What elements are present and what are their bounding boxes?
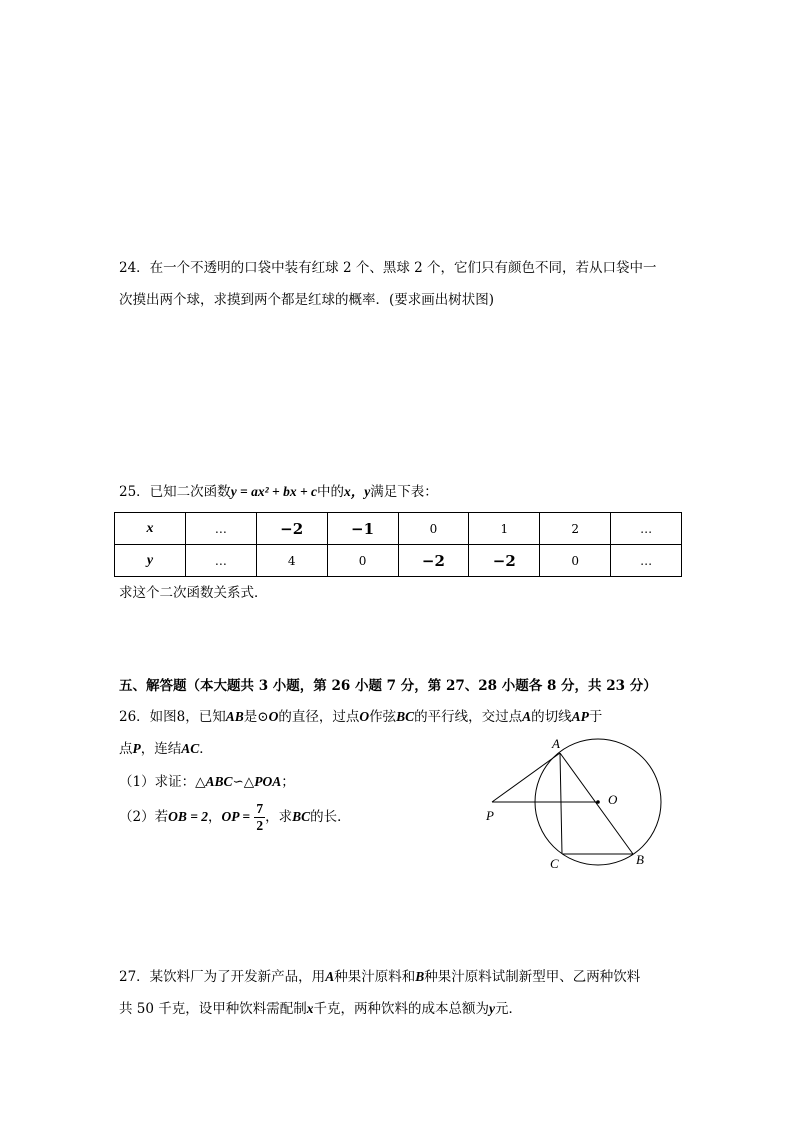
figure-8-circle-diagram xyxy=(478,732,678,874)
q26-var-poa: POA xyxy=(254,774,282,789)
label-o: O xyxy=(608,792,618,807)
q26-part-2 xyxy=(119,800,351,834)
q24-line-1: 24．在一个不透明的口袋中装有红球 2 个、黑球 2 个，它们只有颜色不同，若从口袋中一 xyxy=(119,260,657,276)
label-a: A xyxy=(552,736,560,751)
q25-formula: y = ax² + bx + c xyxy=(230,484,318,499)
table-cell: … xyxy=(611,513,682,545)
q26-text: 的平行线，交过点 xyxy=(414,709,523,725)
table-header-x: x xyxy=(115,513,186,545)
q26-text: （2）若 xyxy=(119,809,169,825)
label-p: P xyxy=(486,808,494,823)
q25-intro-b: 中的 xyxy=(317,484,345,500)
table-cell: … xyxy=(185,545,256,577)
q27-var-b: B xyxy=(415,969,425,984)
q26-text: （1）求证：△ xyxy=(119,774,206,790)
q26-var-bc: BC xyxy=(396,709,415,724)
table-cell: … xyxy=(611,545,682,577)
table-cell: 2 xyxy=(540,513,611,545)
q26-var-o: O xyxy=(359,709,370,724)
q25-value-table xyxy=(114,512,682,577)
fraction-numerator: 7 xyxy=(256,801,264,816)
q27-text: 元． xyxy=(495,1001,523,1017)
q26-text: ． xyxy=(199,741,213,757)
q27-var-x: x xyxy=(306,1001,314,1016)
point-o xyxy=(596,800,600,804)
q26-text: ，求 xyxy=(265,809,293,825)
tangent-ap xyxy=(492,753,560,802)
q26-eq-op: OP = xyxy=(221,809,251,824)
q26-eq-ob: OB = 2 xyxy=(168,809,209,824)
q27-line-2 xyxy=(119,999,522,1019)
q26-text: ，连结 xyxy=(140,741,182,757)
table-cell: 0 xyxy=(327,545,398,577)
q26-part-1 xyxy=(119,772,295,792)
q26-text: 点 xyxy=(119,741,133,757)
q27-text: 27．某饮料厂为了开发新产品，用 xyxy=(119,969,326,985)
q25-intro xyxy=(119,482,438,502)
diameter-ab xyxy=(560,753,633,854)
q26-var-a: A xyxy=(522,709,532,724)
q26-text: 的切线 xyxy=(531,709,572,725)
q26-var-o: O xyxy=(268,709,279,724)
table-cell: −1 xyxy=(327,513,398,545)
similar-symbol: ∽△ xyxy=(232,774,255,790)
q26-text: 是⊙ xyxy=(243,709,269,725)
q26-text: ， xyxy=(208,809,222,825)
table-cell: 0 xyxy=(398,513,469,545)
table-cell: 0 xyxy=(540,545,611,577)
q26-text: 作弦 xyxy=(369,709,397,725)
q27-text: 共 50 千克，设甲种饮料需配制 xyxy=(119,1001,307,1017)
q26-var-p: P xyxy=(132,741,141,756)
q26-var-ab: AB xyxy=(225,709,244,724)
q27-line-1 xyxy=(119,967,640,987)
table-row-y xyxy=(115,545,682,577)
table-row-x xyxy=(115,513,682,545)
q25-ask: 求这个二次函数关系式． xyxy=(119,585,268,601)
q26-var-ac: AC xyxy=(181,741,200,756)
table-cell: … xyxy=(185,513,256,545)
q26-text: 的长． xyxy=(310,809,351,825)
q25-vars: x，y xyxy=(344,484,371,499)
q26-line-1 xyxy=(119,707,602,727)
q26-line-2 xyxy=(119,739,213,759)
table-header-y: y xyxy=(115,545,186,577)
table-cell: −2 xyxy=(256,513,327,545)
label-b: B xyxy=(636,852,644,867)
q27-text: 种果汁原料试制新型甲、乙两种饮料 xyxy=(424,969,641,985)
q25-intro-c: 满足下表： xyxy=(370,484,438,500)
fraction-7-2 xyxy=(254,801,265,834)
table-cell: −2 xyxy=(398,545,469,577)
q26-text: 的直径，过点 xyxy=(278,709,360,725)
q26-var-abc: ABC xyxy=(205,774,233,789)
label-c: C xyxy=(550,856,559,871)
q27-var-a: A xyxy=(325,969,335,984)
table-cell: −2 xyxy=(469,545,540,577)
q27-text: 种果汁原料和 xyxy=(334,969,416,985)
table-cell: 4 xyxy=(256,545,327,577)
fraction-denominator: 2 xyxy=(256,818,264,833)
section-5-title: 五、解答题（本大题共 3 小题，第 26 小题 7 分，第 27、28 小题各 8 分，共 23 分） xyxy=(119,678,657,694)
q27-var-y: y xyxy=(489,1001,496,1016)
q26-text: 26．如图8，已知 xyxy=(119,709,226,725)
q27-text: 千克，两种饮料的成本总额为 xyxy=(313,1001,490,1017)
q26-var-bc: BC xyxy=(292,809,311,824)
q25-intro-a: 25．已知二次函数 xyxy=(119,484,231,500)
q24-line-2: 次摸出两个球，求摸到两个都是红球的概率．(要求画出树状图) xyxy=(119,292,495,308)
segment-ac xyxy=(560,753,562,854)
q26-var-ap: AP xyxy=(571,709,589,724)
q26-text: ； xyxy=(281,774,295,790)
q26-text: 于 xyxy=(588,709,603,725)
table-cell: 1 xyxy=(469,513,540,545)
